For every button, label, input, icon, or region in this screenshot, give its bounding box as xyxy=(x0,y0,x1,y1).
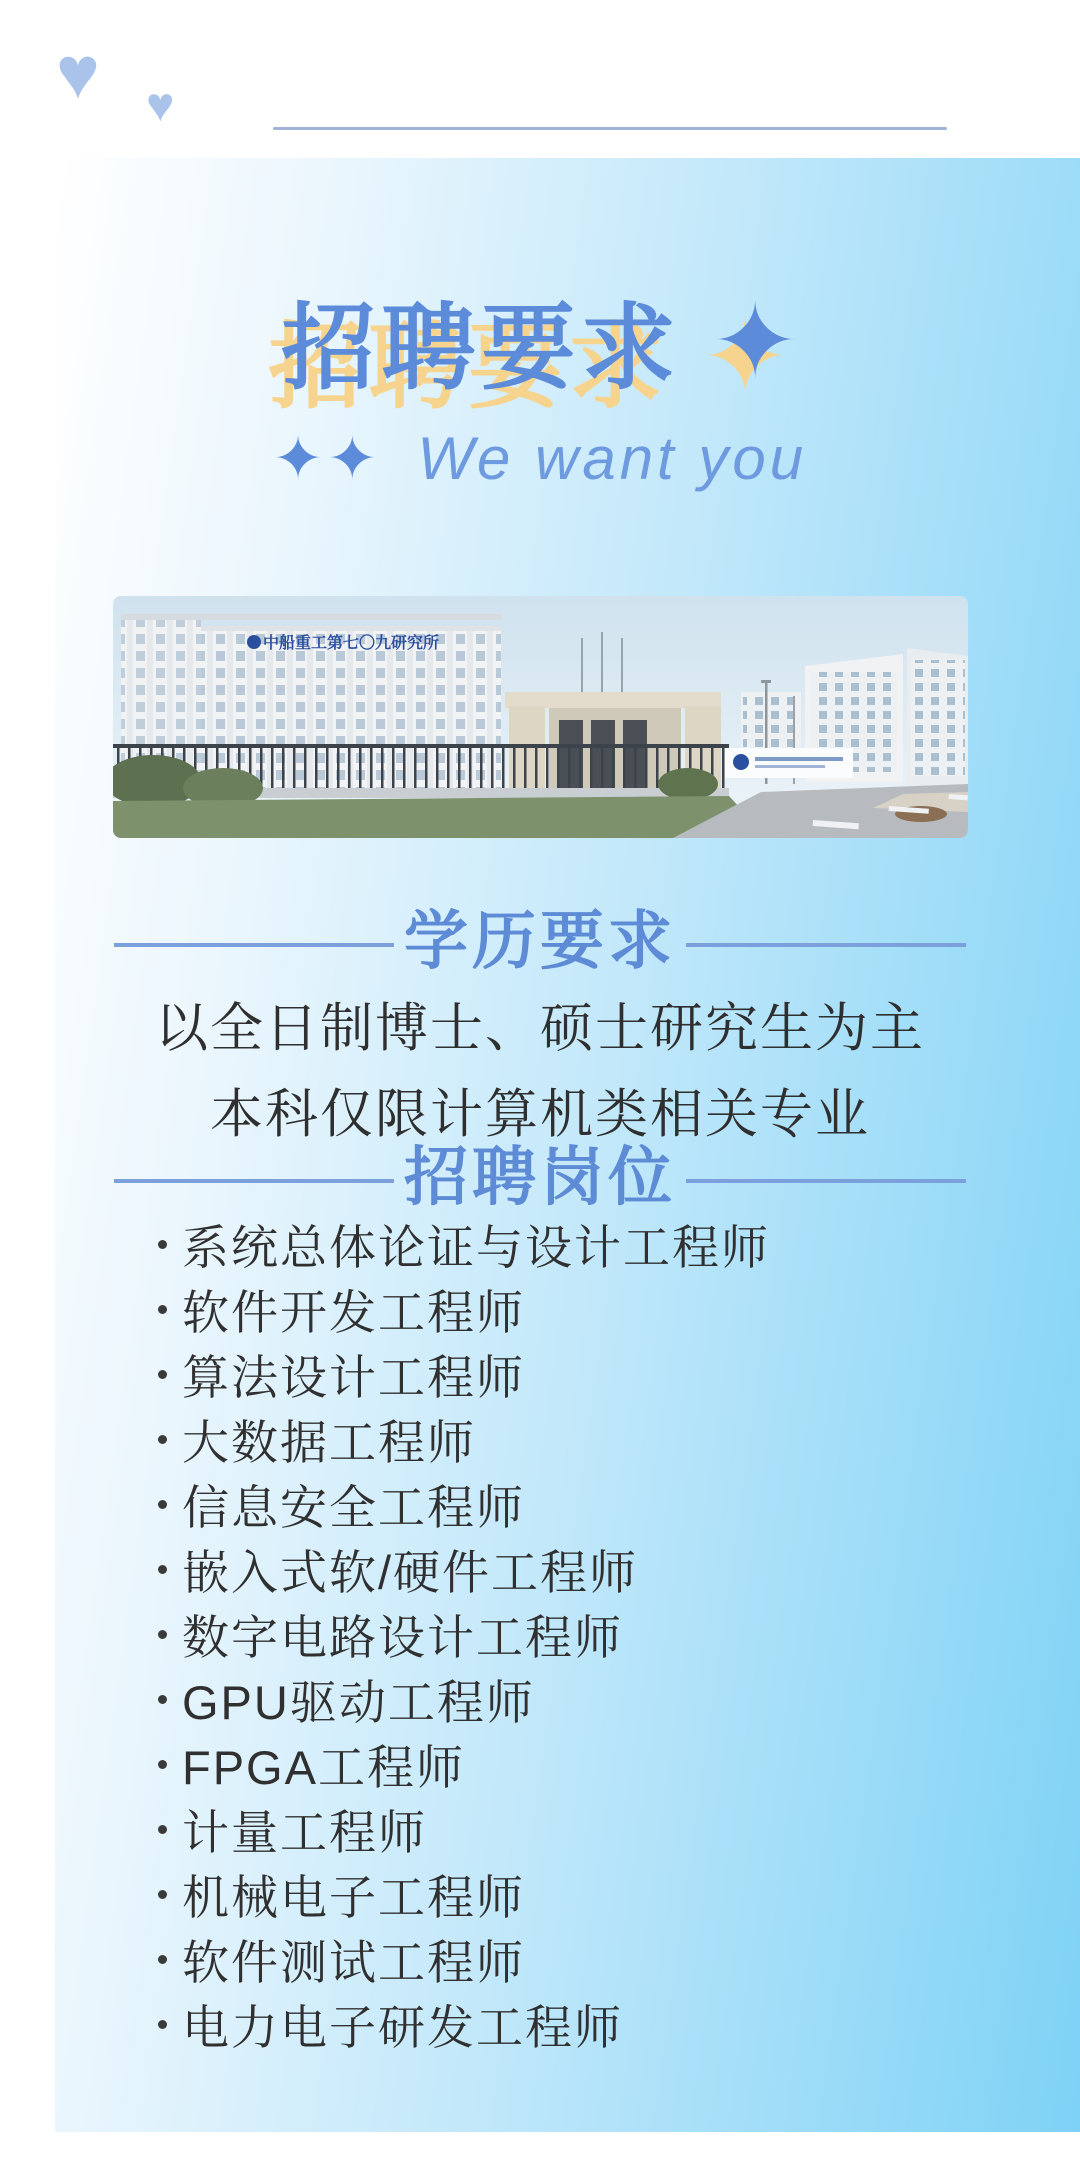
job-title-label: 软件开发工程师 xyxy=(182,1286,525,1339)
job-title-label: 电力电子研发工程师 xyxy=(182,2001,623,2054)
job-title-label: FPGA工程师 xyxy=(182,1741,465,1794)
jobs-section-header xyxy=(0,1126,1080,1218)
jobs-section-title: 招聘岗位 xyxy=(404,1141,676,1213)
list-item xyxy=(142,1277,1002,1342)
bullet-icon xyxy=(142,1760,182,1769)
sparkle-icon: ✦ xyxy=(711,283,799,400)
bullet-icon xyxy=(142,1565,182,1574)
bullet-icon xyxy=(142,1500,182,1509)
education-requirement-line: 本科仅限计算机类相关专业 xyxy=(210,1085,870,1144)
divider-left xyxy=(114,1179,394,1183)
bullet-icon xyxy=(142,1240,182,1249)
job-title-label: 信息安全工程师 xyxy=(182,1481,525,1534)
list-item xyxy=(142,1992,1002,2057)
sparkle-icons: ✦✦ xyxy=(272,424,382,492)
heart-icon-small: ♥ xyxy=(146,79,175,132)
list-item xyxy=(142,1407,1002,1472)
heart-icon: ♥ xyxy=(56,31,100,114)
divider-left xyxy=(114,943,394,947)
job-title-label: 大数据工程师 xyxy=(182,1416,476,1469)
list-item xyxy=(142,1862,1002,1927)
divider-right xyxy=(686,943,966,947)
list-item xyxy=(142,1602,1002,1667)
poster-title: 招聘要求 xyxy=(281,295,682,400)
job-title-label: 数字电路设计工程师 xyxy=(182,1611,623,1664)
job-title-label: 嵌入式软/硬件工程师 xyxy=(182,1546,639,1599)
top-divider-line xyxy=(273,127,947,130)
bullet-icon xyxy=(142,1630,182,1639)
job-title-label: GPU驱动工程师 xyxy=(182,1676,535,1729)
job-title-label: 算法设计工程师 xyxy=(182,1351,525,1404)
job-title-label: 机械电子工程师 xyxy=(182,1871,525,1924)
building-sign-text: 中船重工第七〇九研究所 xyxy=(263,635,440,652)
building-photo xyxy=(113,596,968,838)
bullet-icon xyxy=(142,2020,182,2029)
job-title-label: 软件测试工程师 xyxy=(182,1936,525,1989)
education-requirement-line: 以全日制博士、硕士研究生为主 xyxy=(155,999,925,1058)
job-title-label: 计量工程师 xyxy=(182,1806,427,1859)
education-section-header xyxy=(0,890,1080,982)
bullet-icon xyxy=(142,1890,182,1899)
job-list xyxy=(142,1212,1002,2057)
list-item xyxy=(142,1342,1002,1407)
list-item xyxy=(142,1797,1002,1862)
list-item xyxy=(142,1732,1002,1797)
poster-subtitle-row xyxy=(0,424,1080,493)
bullet-icon xyxy=(142,1695,182,1704)
bullet-icon xyxy=(142,1370,182,1379)
list-item xyxy=(142,1927,1002,1992)
poster-subtitle: We want you xyxy=(417,425,808,492)
list-item xyxy=(142,1537,1002,1602)
poster-title-row xyxy=(0,272,1080,407)
job-title-label: 系统总体论证与设计工程师 xyxy=(182,1221,770,1274)
bullet-icon xyxy=(142,1305,182,1314)
bullet-icon xyxy=(142,1435,182,1444)
list-item xyxy=(142,1472,1002,1537)
education-section-title: 学历要求 xyxy=(404,905,676,977)
bullet-icon xyxy=(142,1955,182,1964)
list-item xyxy=(142,1667,1002,1732)
bullet-icon xyxy=(142,1825,182,1834)
list-item xyxy=(142,1212,1002,1277)
divider-right xyxy=(686,1179,966,1183)
